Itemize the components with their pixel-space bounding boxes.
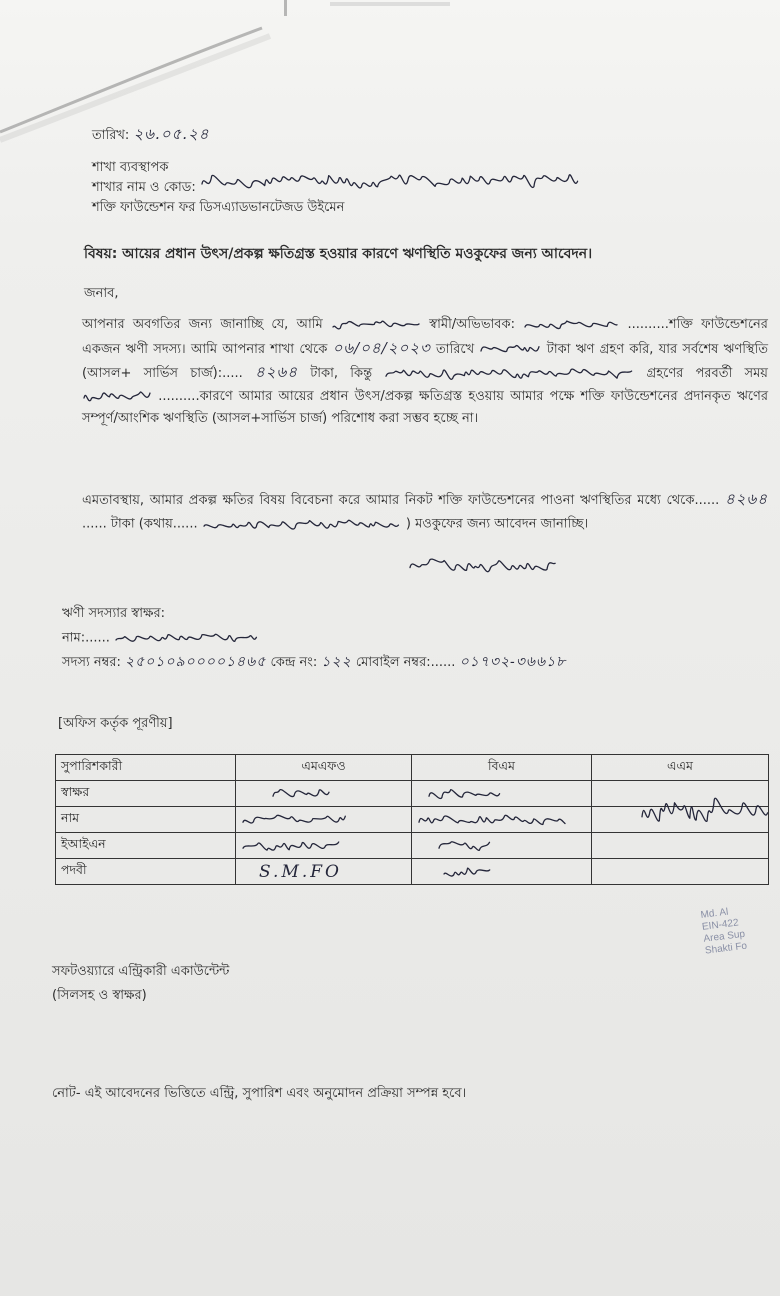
table-cell xyxy=(412,807,592,833)
handwritten-amount-in-words xyxy=(202,513,402,535)
stamp-line: Area Sup xyxy=(702,928,746,945)
footer-note: নোট- এই আবেদনের ভিত্তিতে এন্ট্রি, সুপারিশ এবং অনুমোদন প্রক্রিয়া সম্পন্ন হবে। xyxy=(52,1086,467,1101)
recipient-title: শাখা ব্যবস্থাপক xyxy=(92,160,169,175)
stamp-line: EIN-422 xyxy=(701,917,740,933)
row-label: নাম xyxy=(56,807,236,833)
loan-date: ০৬/০৪/২০২৩ xyxy=(332,338,431,357)
handwritten-member-name xyxy=(114,628,264,648)
handwritten-mfo-name xyxy=(241,809,351,831)
para1-text-2: স্বামী/অভিভাবক: xyxy=(429,317,516,332)
para2-text-1: এমতাবস্থায়, আমার প্রকল্প ক্ষতির বিষয় বিবেচনা করে আমার নিকট শক্তি ফাউন্ডেশনের পাওনা ঋণস্থিতির মধ্যে থেকে...... xyxy=(82,493,720,508)
handwritten-loan-purpose xyxy=(384,363,634,385)
paragraph-application xyxy=(82,314,768,431)
handwritten-mfo-signature xyxy=(271,783,331,805)
handwritten-applicant-name xyxy=(331,315,421,335)
row-label: পদবী xyxy=(56,859,236,885)
accountant-title: সফটওয়্যারে এন্ট্রিকারী একাউন্টেন্ট xyxy=(52,964,230,979)
row-label: ইআইএন xyxy=(56,833,236,859)
table-cell xyxy=(236,859,412,885)
table-header: এমএফও xyxy=(236,755,412,781)
table-cell xyxy=(412,859,592,885)
accountant-subtitle: (সিলসহ ও স্বাক্ষর) xyxy=(52,988,147,1003)
handwritten-branch-signature xyxy=(200,166,580,196)
para1-text-3: ..........শক্তি ফাউন্ডেশনের একজন ঋণী সদস্য। আমি আপনার শাখা থেকে xyxy=(82,317,768,357)
member-signature-label: ঋণী সদস্যার স্বাক্ষর: xyxy=(62,606,166,621)
member-number-line xyxy=(62,652,566,673)
handwritten-guardian-name xyxy=(523,315,619,335)
para2-text-3: ) মওকুফের জন্য আবেদন জানাচ্ছি। xyxy=(405,516,589,531)
paragraph-request xyxy=(82,488,768,536)
office-use-note: [অফিস কর্তৃক পূরণীয়] xyxy=(58,716,173,731)
date-value: ২৬.০৫.২৪ xyxy=(133,125,210,143)
table-cell xyxy=(236,833,412,859)
table-cell xyxy=(412,833,592,859)
date-label: তারিখ: xyxy=(92,128,130,143)
official-stamp xyxy=(700,905,748,958)
center-value: ১২২ xyxy=(321,654,352,670)
waiver-amount: ৪২৬৪ xyxy=(725,490,768,508)
handwritten-bm-signature xyxy=(427,783,507,805)
para1-text-1: আপনার অবগতির জন্য জানাচ্ছি যে, আমি xyxy=(82,317,323,332)
row-label: স্বাক্ষর xyxy=(56,781,236,807)
para1-text-5: টাকা ঋণ গ্রহণ করি, যার সর্বশেষ ঋণস্থিতি (আসল+ সার্ভিস চার্জ):..... xyxy=(82,341,768,381)
para1-text-6: টাকা, কিন্তু xyxy=(310,366,373,381)
table-header: এএম xyxy=(592,755,769,781)
table-header: সুপারিশকারী xyxy=(56,755,236,781)
handwritten-reason xyxy=(82,386,152,406)
branch-line xyxy=(92,178,580,198)
handwritten-bm-name xyxy=(417,809,567,831)
member-name-label: নাম:...... xyxy=(62,630,110,646)
para1-text-7: গ্রহণের পরবর্তী সময় xyxy=(646,366,768,381)
mobile-value: ০১৭৩২-৩৬৬১৮ xyxy=(459,654,567,670)
handwritten-bm-ein xyxy=(437,835,497,857)
center-label: কেন্দ্র নং: xyxy=(270,655,318,670)
handwritten-amount-in-words-continued xyxy=(408,552,558,578)
para1-text-8: ..........কারণে আমার আয়ের প্রধান উৎস/প্রকল্প ক্ষতিগ্রস্ত হওয়ায় আমার পক্ষে শক্তি ফাউন্ডেশনের প্রদানকৃত ঋণের সম্পূর্ণ/আংশিক ঋণস্থিতি (আসল+সার্ভিস চার্জ) পরিশোধ করা সম্ভব হচ্ছে না। xyxy=(82,388,768,426)
mobile-label: মোবাইল নম্বর:...... xyxy=(355,655,456,670)
salutation: জনাব, xyxy=(84,286,119,301)
organization-name: শক্তি ফাউন্ডেশন ফর ডিসএ্যাডভানটেজড উইমেন xyxy=(92,200,345,215)
table-cell xyxy=(236,781,412,807)
para1-text-4: তারিখে xyxy=(436,341,475,357)
para2-text-2: ...... টাকা (কথায়...... xyxy=(82,516,198,531)
handwritten-am-signature xyxy=(640,782,770,840)
date-line xyxy=(92,124,209,146)
handwritten-bm-designation xyxy=(442,862,492,882)
table-cell xyxy=(412,781,592,807)
table-header-row xyxy=(56,755,769,781)
mfo-designation: S.M.FO xyxy=(259,861,342,882)
loan-balance: ৪২৬৪ xyxy=(254,363,298,381)
handwritten-loan-amount xyxy=(479,339,541,359)
table-row xyxy=(56,859,769,885)
table-header: বিএম xyxy=(412,755,592,781)
stamp-line: Shakti Fo xyxy=(704,940,748,957)
stamp-line: Md. Al xyxy=(700,906,729,921)
handwritten-mfo-ein xyxy=(241,835,341,857)
table-cell xyxy=(592,859,769,885)
branch-label: শাখার নাম ও কোড: xyxy=(92,180,196,195)
member-number-value: ২৫০১০৯০০০০১৪৬৫ xyxy=(125,654,267,670)
subject-line: বিষয়: আয়ের প্রধান উৎস/প্রকল্প ক্ষতিগ্রস্ত হওয়ার কারণে ঋণস্থিতি মওকুফের জন্য আবেদন। xyxy=(84,246,593,262)
table-cell xyxy=(236,807,412,833)
member-name-line xyxy=(62,628,264,649)
member-number-label: সদস্য নম্বর: xyxy=(62,655,121,670)
